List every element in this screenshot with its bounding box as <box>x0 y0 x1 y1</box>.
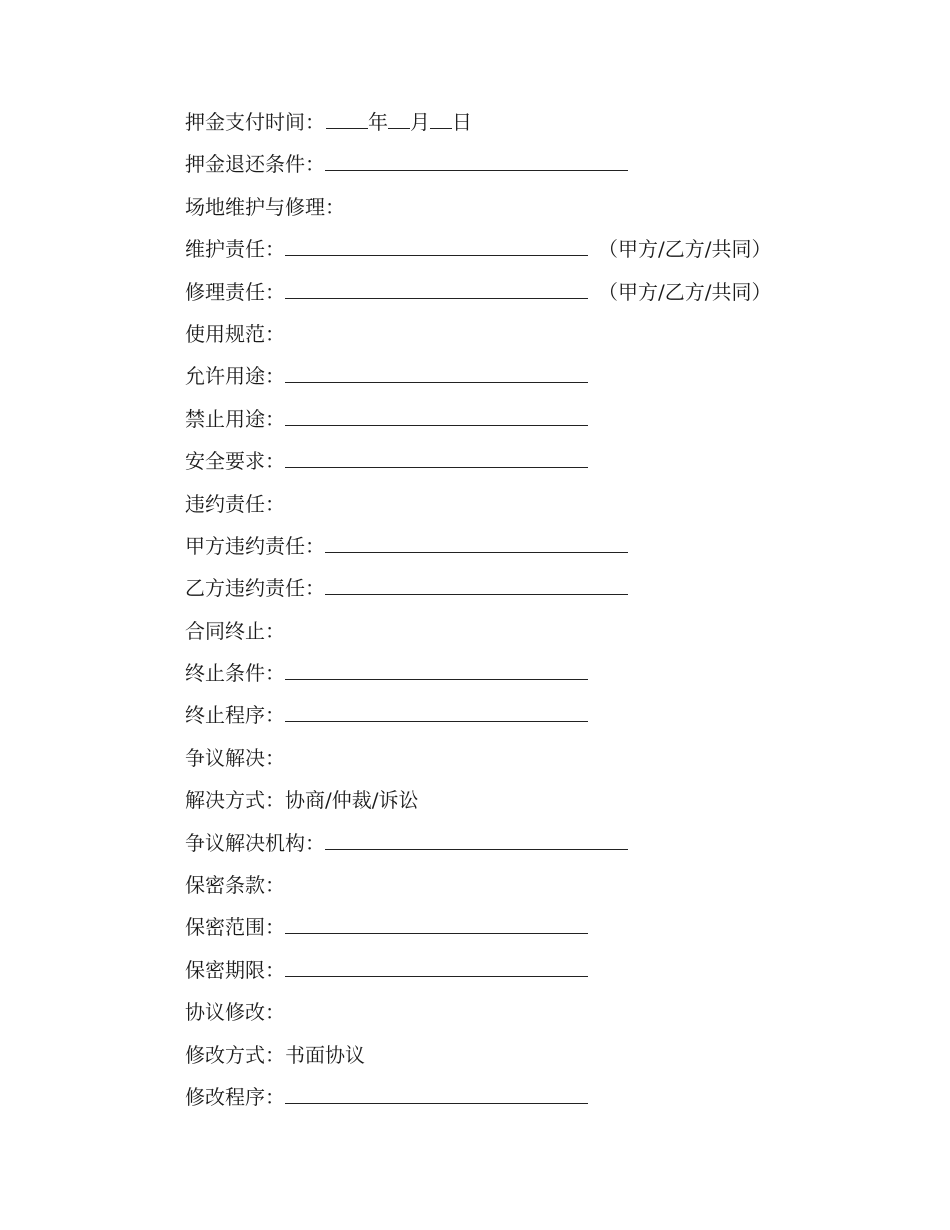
termination-conditions-label: 终止条件： <box>185 661 285 686</box>
maintenance-duty-blank[interactable] <box>285 235 588 256</box>
maintenance-duty-label: 维护责任： <box>185 237 285 262</box>
termination-procedure-label: 终止程序： <box>185 703 285 728</box>
termination-procedure-blank[interactable] <box>285 701 588 722</box>
allowed-use-line <box>185 355 771 397</box>
confidentiality-heading-label: 保密条款： <box>185 873 285 898</box>
deposit-return-line <box>185 143 771 185</box>
dispute-heading-label: 争议解决： <box>185 745 285 770</box>
month-text: 月 <box>410 110 430 134</box>
amendment-method-value: 书面协议 <box>285 1042 365 1067</box>
party-b-breach-line <box>185 567 771 609</box>
deposit-time-label: 押金支付时间： <box>185 110 325 134</box>
amendment-heading-label: 协议修改： <box>185 1000 285 1025</box>
party-b-breach-blank[interactable] <box>325 574 628 595</box>
confidentiality-term-label: 保密期限： <box>185 957 285 982</box>
party-b-breach-label: 乙方违约责任： <box>185 576 325 601</box>
confidentiality-heading <box>185 864 771 906</box>
confidentiality-term-blank[interactable] <box>285 956 588 977</box>
amendment-method-line <box>185 1034 771 1076</box>
deposit-return-label: 押金退还条件： <box>185 152 325 177</box>
termination-heading <box>185 610 771 652</box>
allowed-use-blank[interactable] <box>285 362 588 383</box>
usage-heading-label: 使用规范： <box>185 321 285 346</box>
safety-req-line <box>185 440 771 482</box>
safety-req-label: 安全要求： <box>185 449 285 474</box>
usage-heading <box>185 313 771 355</box>
repair-duty-options: （甲方/乙方/共同） <box>598 279 772 304</box>
resolution-method-line <box>185 779 771 821</box>
maintenance-duty-line <box>185 228 771 270</box>
prohibited-use-blank[interactable] <box>285 405 588 426</box>
confidentiality-scope-line <box>185 906 771 948</box>
amendment-procedure-line <box>185 1076 771 1118</box>
breach-heading-label: 违约责任： <box>185 491 285 516</box>
contract-clauses <box>185 101 771 1118</box>
repair-duty-line <box>185 271 771 313</box>
dispute-body-label: 争议解决机构： <box>185 830 325 855</box>
year-text: 年 <box>368 110 388 134</box>
year-blank[interactable] <box>326 108 368 129</box>
amendment-procedure-blank[interactable] <box>285 1083 588 1104</box>
termination-procedure-line <box>185 694 771 736</box>
safety-req-blank[interactable] <box>285 447 588 468</box>
amendment-heading <box>185 991 771 1033</box>
termination-conditions-line <box>185 652 771 694</box>
dispute-heading <box>185 737 771 779</box>
maintenance-duty-options: （甲方/乙方/共同） <box>598 237 772 262</box>
repair-duty-label: 修理责任： <box>185 279 285 304</box>
repair-duty-blank[interactable] <box>285 278 588 299</box>
day-blank[interactable] <box>430 108 452 129</box>
confidentiality-scope-blank[interactable] <box>285 913 588 934</box>
amendment-procedure-label: 修改程序： <box>185 1084 285 1109</box>
resolution-method-value: 协商/仲裁/诉讼 <box>285 788 419 813</box>
breach-heading <box>185 483 771 525</box>
party-a-breach-line <box>185 525 771 567</box>
prohibited-use-line <box>185 398 771 440</box>
deposit-time-line <box>185 101 771 143</box>
maintenance-heading <box>185 186 771 228</box>
party-a-breach-label: 甲方违约责任： <box>185 533 325 558</box>
day-text: 日 <box>452 110 472 134</box>
maintenance-heading-label: 场地维护与修理： <box>185 194 345 219</box>
dispute-body-line <box>185 822 771 864</box>
confidentiality-scope-label: 保密范围： <box>185 915 285 940</box>
termination-heading-label: 合同终止： <box>185 618 285 643</box>
confidentiality-term-line <box>185 949 771 991</box>
month-blank[interactable] <box>388 108 410 129</box>
amendment-method-label: 修改方式： <box>185 1042 285 1067</box>
prohibited-use-label: 禁止用途： <box>185 406 285 431</box>
allowed-use-label: 允许用途： <box>185 364 285 389</box>
termination-conditions-blank[interactable] <box>285 659 588 680</box>
resolution-method-label: 解决方式： <box>185 788 285 813</box>
dispute-body-blank[interactable] <box>325 829 628 850</box>
deposit-return-blank[interactable] <box>325 150 628 171</box>
party-a-breach-blank[interactable] <box>325 532 628 553</box>
